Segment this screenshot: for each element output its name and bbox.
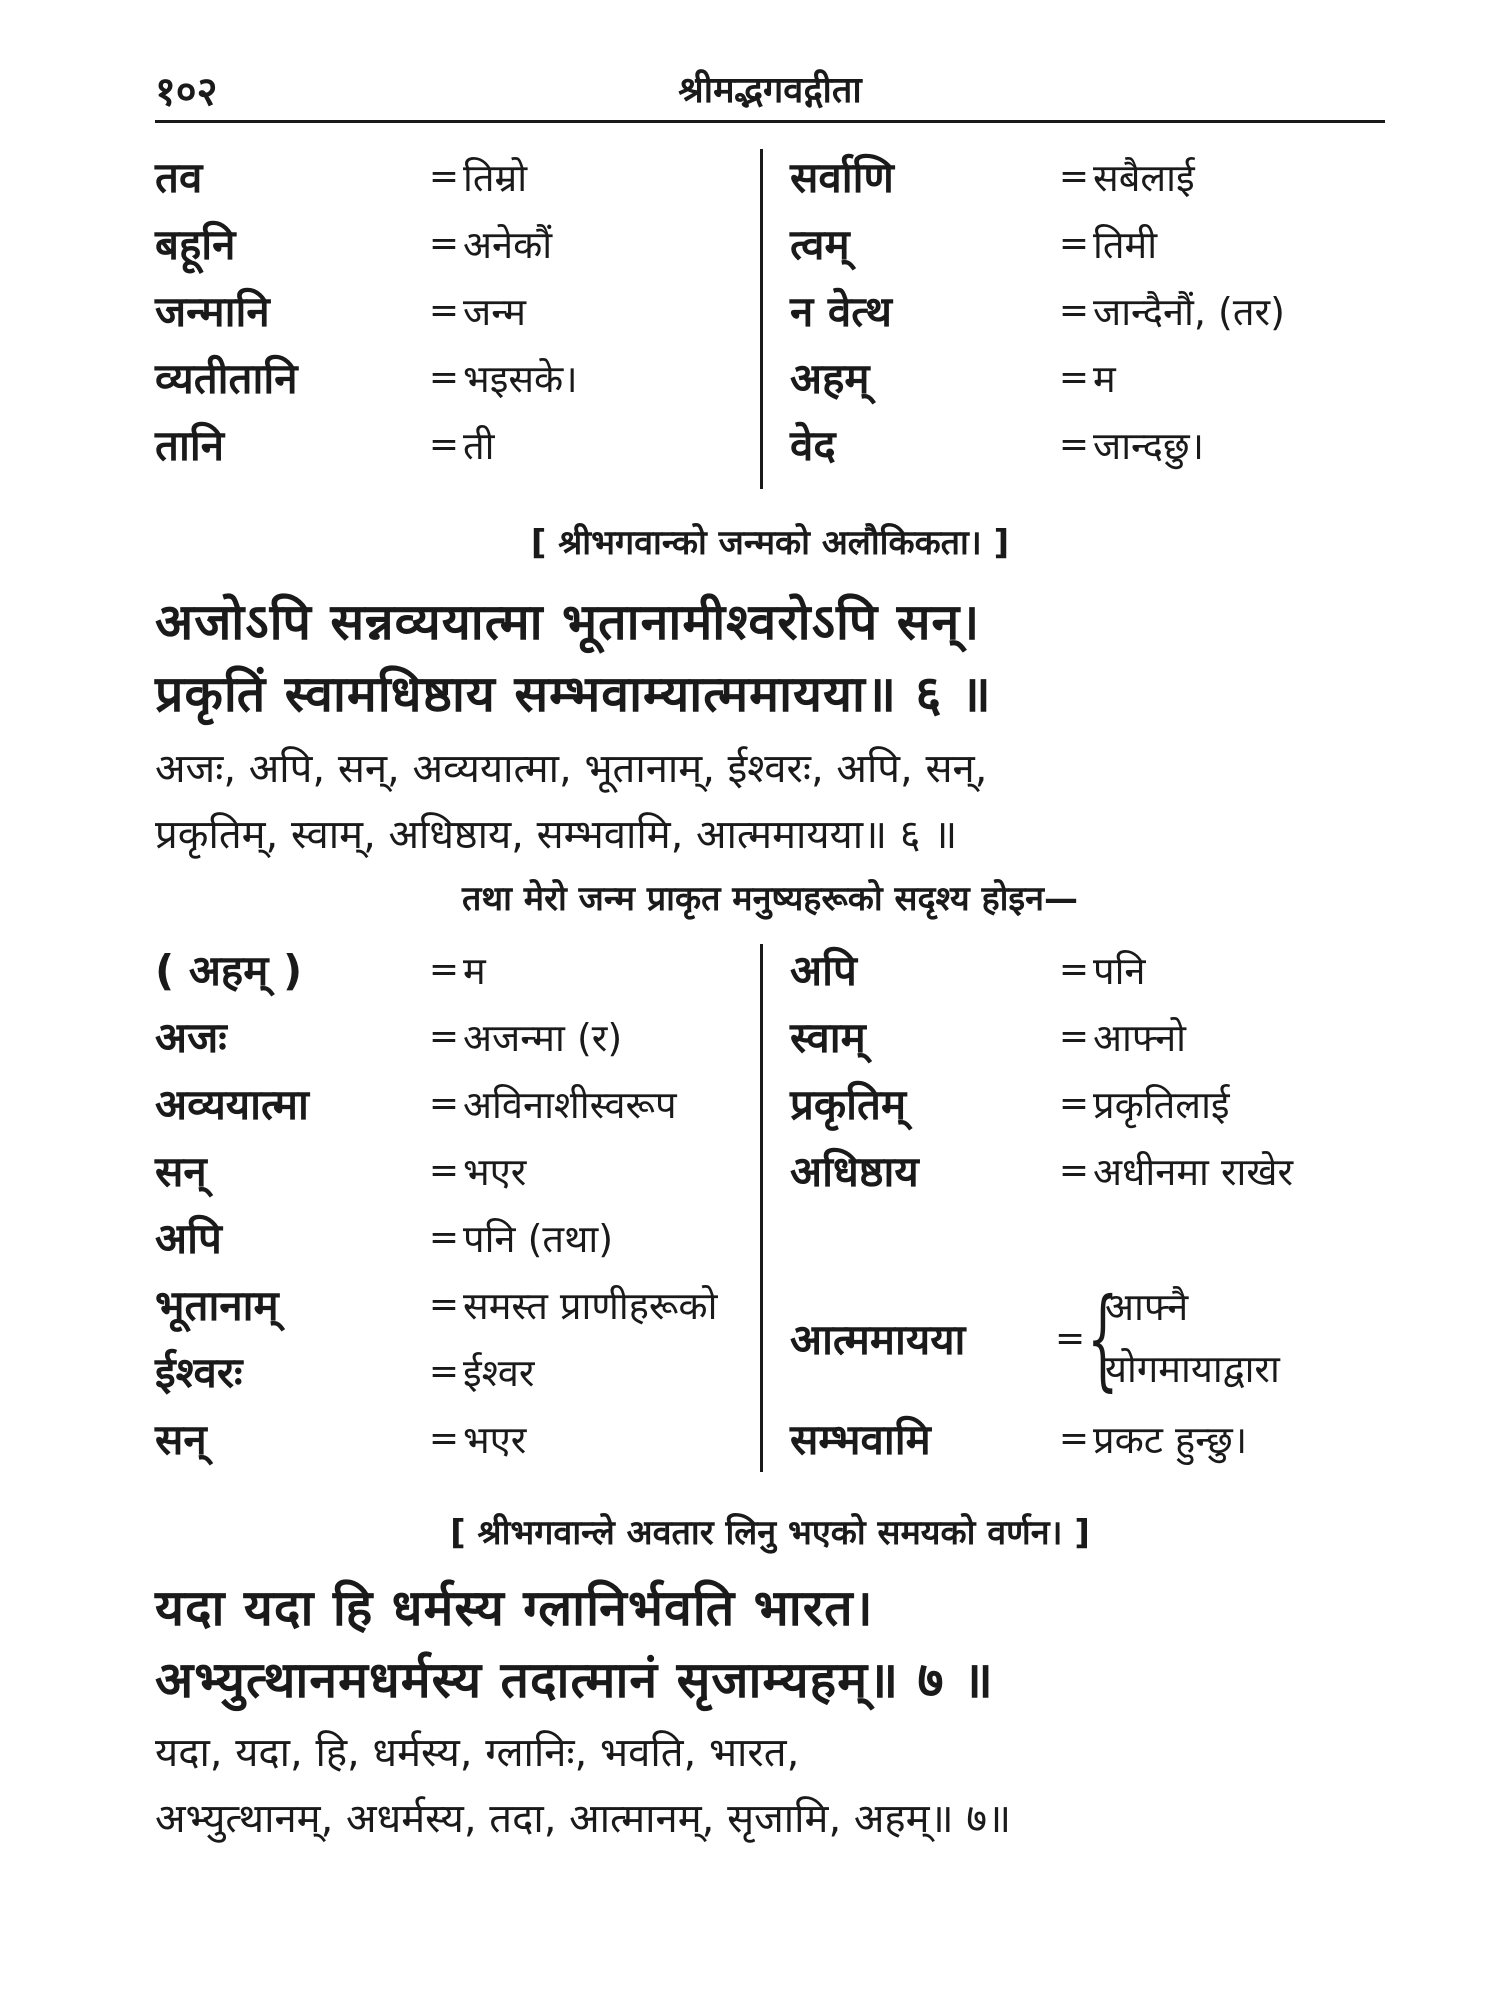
gloss-row [790,1137,1385,1204]
sanskrit-term: न वेत्थ [790,287,892,336]
gloss-row [155,1204,770,1271]
gloss-row [155,1137,770,1204]
nepali-meaning: भएर [463,1149,527,1194]
gloss-row [790,1003,1385,1070]
equals-sign: = [1058,223,1090,264]
gloss-row [155,1338,770,1405]
nepali-meaning: ती [463,423,495,468]
equals-sign: = [1058,290,1090,331]
word-split-line: यदा, यदा, हि, धर्मस्य, ग्लानिः, भवति, भारत, [155,1730,800,1776]
verse-6 [155,586,1385,730]
page-number: १०२ [155,69,218,115]
equals-sign: = [1058,1083,1090,1124]
sanskrit-term: अपि [155,1214,222,1263]
section-heading: [ श्रीभगवान्को जन्मको अलौकिकता। ] [530,523,1010,563]
sanskrit-term: प्रकृतिम् [790,1080,907,1129]
equals-sign: = [1058,1150,1090,1191]
sanskrit-term: त्वम् [790,220,850,269]
equals-sign: = [428,223,460,264]
nepali-meaning: अजन्मा (र) [463,1015,623,1060]
nepali-meaning: आफ्नो [1093,1015,1187,1060]
section-heading: [ श्रीभगवान्ले अवतार लिनु भएको समयको वर्णन। ] [450,1513,1090,1553]
sanskrit-term: ( अहम् ) [155,946,303,995]
word-split-line: अभ्युत्थानम्, अधर्मस्य, तदा, आत्मानम्, सृजामि, अहम्॥ ७॥ [155,1796,1012,1842]
braced-meaning [1055,1276,1280,1400]
verse-7 [155,1572,1385,1716]
nepali-meaning: जन्म [463,289,527,334]
gloss-column-left [155,143,770,478]
gloss-row [155,1405,770,1472]
verse-line: अजोऽपि सन्नव्ययात्मा भूतानामीश्वरोऽपि सन्। [155,593,981,651]
equals-sign: = [428,1083,460,1124]
nepali-meaning: जान्दछु। [1093,423,1204,468]
equals-sign: = [428,1150,460,1191]
sanskrit-term: व्यतीतानि [155,354,298,403]
equals-sign: = [428,357,460,398]
nepali-meaning: तिम्रो [463,155,528,200]
gloss-column-right [770,143,1385,478]
gloss-row [155,277,770,344]
gloss-row [155,344,770,411]
gloss-row [790,1070,1385,1137]
gloss-row-braced [790,1271,1385,1405]
nepali-meaning: प्रकट हुन्छु। [1093,1417,1248,1462]
word-split-7 [155,1720,1385,1852]
verse-line: अभ्युत्थानमधर्मस्य तदात्मानं सृजाम्यहम्॥ ७ ॥ [155,1651,994,1709]
explanation-intro: तथा मेरो जन्म प्राकृत मनुष्यहरूको सदृश्य होइन— [461,879,1078,919]
gloss-row [155,143,770,210]
equals-sign: = [428,949,460,990]
nepali-meaning: भइसके। [463,356,578,401]
sanskrit-term: अजः [155,1013,227,1062]
gloss-row [790,277,1385,344]
word-split-line: अजः, अपि, सन्, अव्ययात्मा, भूतानाम्, ईश्वरः, अपि, सन्, [155,746,988,792]
nepali-meaning: जान्दैनौं, (तर) [1093,289,1285,334]
gloss-row [155,210,770,277]
nepali-meaning: पनि (तथा) [463,1216,614,1261]
equals-sign: = [428,156,460,197]
sanskrit-term: सन् [155,1147,207,1196]
equals-sign: = [1058,424,1090,465]
gloss-column-right [770,936,1385,1472]
sanskrit-term: जन्मानि [155,287,270,336]
gloss-row [155,936,770,1003]
sanskrit-term: अपि [790,946,857,995]
equals-sign: = [1058,357,1090,398]
word-split-6 [155,736,1385,868]
equals-sign: = [1058,1016,1090,1057]
sanskrit-term: वेद [790,421,836,470]
sanskrit-term: सम्भवामि [790,1415,931,1464]
equals-sign: = [1058,156,1090,197]
equals-sign: = [1055,1317,1086,1359]
nepali-meaning: प्रकृतिलाई [1093,1082,1230,1127]
nepali-meaning: पनि [1093,948,1146,993]
sanskrit-term: बहूनि [155,220,236,269]
equals-sign: = [1058,949,1090,990]
nepali-meaning: म [463,948,486,993]
column-divider [760,944,763,1472]
equals-sign: = [428,1217,460,1258]
gloss-row [790,210,1385,277]
verse-line: प्रकृतिं स्वामधिष्ठाय सम्भवाम्यात्ममायया॥ ६ ॥ [155,665,992,723]
word-split-line: प्रकृतिम्, स्वाम्, अधिष्ठाय, सम्भवामि, आत्ममायया॥ ६ ॥ [155,812,958,858]
book-page [155,50,1385,1852]
word-meaning-table-1 [155,143,1385,478]
page-header [155,50,1385,123]
gloss-row [790,936,1385,1003]
nepali-meaning: अनेकौं [463,222,553,267]
gloss-row [790,1405,1385,1472]
equals-sign: = [428,1016,460,1057]
equals-sign: = [428,424,460,465]
nepali-meaning: तिमी [1093,222,1158,267]
gloss-row [790,143,1385,210]
equals-sign: = [428,1284,460,1325]
nepali-meaning: सबैलाई [1093,155,1195,200]
nepali-meaning: म [1093,356,1116,401]
sanskrit-term: ईश्वरः [155,1348,243,1397]
gloss-row [155,411,770,478]
nepali-meaning: ईश्वर [463,1350,535,1395]
sanskrit-term: अधिष्ठाय [790,1147,919,1196]
sanskrit-term: तव [155,153,203,202]
equals-sign: = [428,1351,460,1392]
equals-sign: = [1058,1418,1090,1459]
braced-lines [1105,1276,1280,1400]
verse-line: यदा यदा हि धर्मस्य ग्लानिर्भवति भारत। [155,1579,874,1637]
nepali-meaning: आफ्नै [1105,1285,1189,1329]
sanskrit-term: तानि [155,421,225,470]
sanskrit-term: अहम् [790,354,870,403]
nepali-meaning: समस्त प्राणीहरूको [463,1283,718,1328]
nepali-meaning: अविनाशीस्वरूप [463,1082,677,1127]
sanskrit-term: स्वाम् [790,1013,866,1062]
sanskrit-term: भूतानाम् [155,1281,279,1330]
nepali-meaning: योगमायाद्वारा [1105,1347,1280,1391]
gloss-row [155,1070,770,1137]
gloss-row [790,344,1385,411]
gloss-row [155,1003,770,1070]
nepali-meaning: भएर [463,1417,527,1462]
sanskrit-term: सर्वाणि [790,153,894,202]
word-meaning-table-2 [155,936,1385,1472]
sanskrit-term: अव्ययात्मा [155,1080,309,1129]
equals-sign: = [428,290,460,331]
sanskrit-term: सन् [155,1415,207,1464]
curly-brace: { [1087,1274,1119,1402]
column-divider [760,149,763,489]
sanskrit-term: आत्ममायया [790,1314,966,1364]
gloss-column-left [155,936,770,1472]
equals-sign: = [428,1418,460,1459]
running-title: श्रीमद्भगवद्गीता [678,70,862,111]
gloss-row [790,411,1385,478]
nepali-meaning: अधीनमा राखेर [1093,1149,1293,1194]
gloss-row [155,1271,770,1338]
